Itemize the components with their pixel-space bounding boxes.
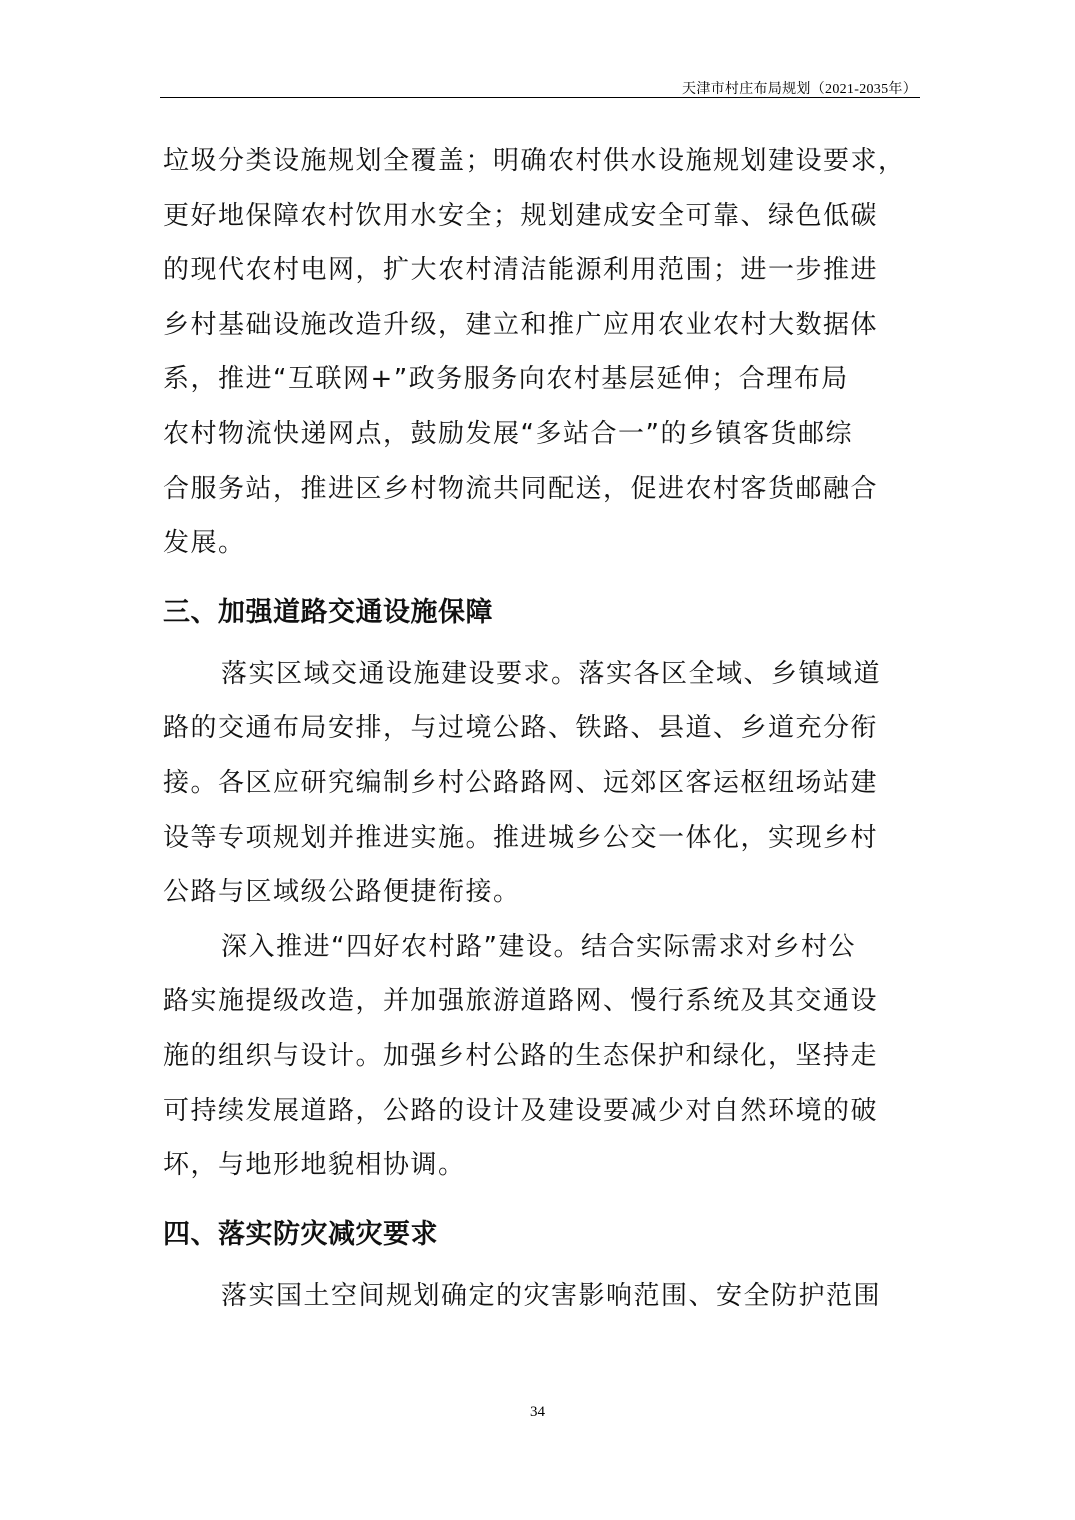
text-line: 坏，与地形地貌相协调。 <box>163 1150 466 1181</box>
paragraph-infrastructure <box>163 134 923 571</box>
text-line: 农村物流快递网点，鼓励发展“多站合一”的乡镇客货邮综 <box>163 418 853 449</box>
header-divider <box>160 97 920 98</box>
text-line: 落实国土空间规划确定的灾害影响范围、安全防护范围 <box>221 1280 882 1311</box>
text-line: 可持续发展道路，公路的设计及建设要减少对自然环境的破 <box>163 1095 879 1126</box>
page-number: 34 <box>530 1404 545 1420</box>
text-line: 路实施提级改造，并加强旅游道路网、慢行系统及其交通设 <box>163 986 879 1017</box>
section-heading-disaster: 四、落实防灾减灾要求 <box>163 1218 438 1250</box>
text-line: 施的组织与设计。加强乡村公路的生态保护和绿化，坚持走 <box>163 1040 879 1071</box>
text-line: 垃圾分类设施规划全覆盖；明确农村供水设施规划建设要求， <box>163 146 906 176</box>
text-line: 接。各区应研究编制乡村公路路网、远郊区客运枢纽场站建 <box>163 767 879 798</box>
text-line: 更好地保障农村饮用水安全；规划建成安全可靠、绿色低碳 <box>163 200 879 231</box>
text-line: 发展。 <box>163 528 246 559</box>
paragraph-disaster-prevention <box>163 1269 923 1324</box>
text-line: 落实区域交通设施建设要求。落实各区全域、乡镇域道 <box>221 658 882 689</box>
document-body <box>163 134 923 1323</box>
text-line: 乡村基础设施改造升级，建立和推广应用农业农村大数据体 <box>163 309 879 340</box>
text-line: 公路与区域级公路便捷衔接。 <box>163 877 521 908</box>
text-line: 深入推进“四好农村路”建设。结合实际需求对乡村公 <box>221 931 856 962</box>
text-line: 的现代农村电网，扩大农村清洁能源利用范围；进一步推进 <box>163 255 879 286</box>
paragraph-regional-transport <box>163 647 923 920</box>
text-line: 系，推进“互联网+”政务服务向农村基层延伸；合理布局 <box>163 364 849 395</box>
text-line: 路的交通布局安排，与过境公路、铁路、县道、乡道充分衔 <box>163 713 879 744</box>
running-header: 天津市村庄布局规划（2021-2035年） <box>682 82 917 97</box>
text-line: 合服务站，推进区乡村物流共同配送，促进农村客货邮融合 <box>163 473 879 504</box>
text-line: 设等专项规划并推进实施。推进城乡公交一体化，实现乡村 <box>163 822 879 853</box>
paragraph-rural-roads <box>163 920 923 1193</box>
section-heading-transport: 三、加强道路交通设施保障 <box>163 596 493 628</box>
